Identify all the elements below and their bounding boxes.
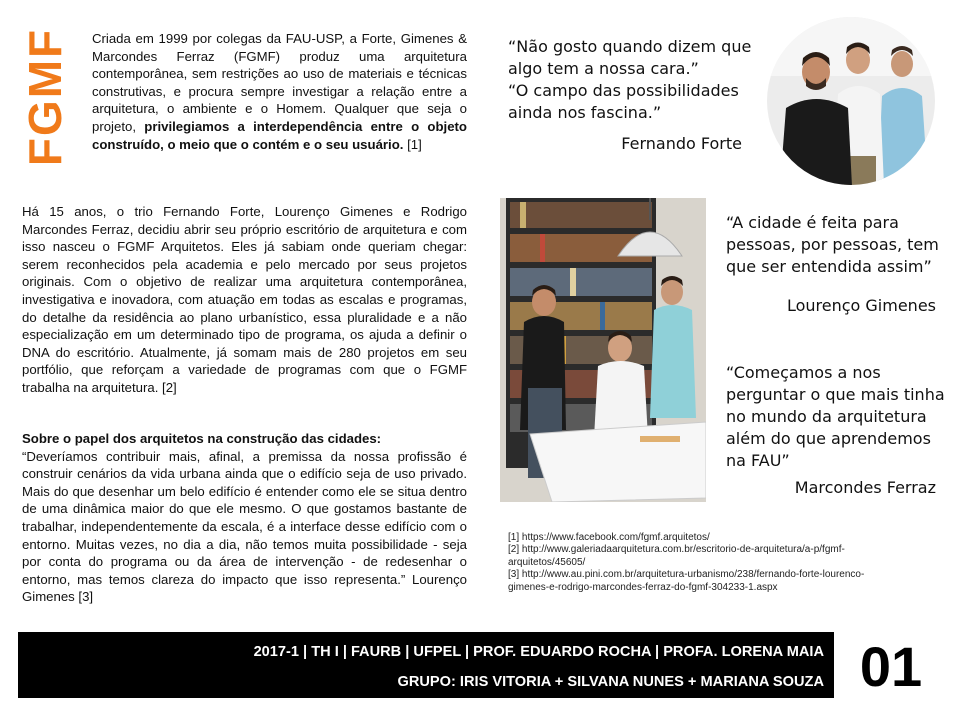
reference-line: [2] http://www.galeriadaarquitetura.com.br/escritorio-de-arquitetura/a-p/fgmf- <box>508 544 845 556</box>
quote-line: perguntar o que mais tinha <box>726 385 945 404</box>
intro-paragraph <box>92 30 467 153</box>
quote-line: no mundo da arquitetura <box>726 407 927 426</box>
role-section <box>22 430 467 606</box>
quote-line: ainda nos fascina.” <box>508 103 662 122</box>
intro-bold-text: privilegiamos a interdependência entre o objeto construído, o meio que o contém e o seu usuário. <box>92 118 467 152</box>
quote-line: “O campo das possibilidades <box>508 81 739 100</box>
page-number: 01 <box>859 635 923 698</box>
reference-line: arquitetos/45605/ <box>508 556 586 568</box>
role-title: Sobre o papel dos arquitetos na construção das cidades: <box>22 431 382 446</box>
reference-line: [3] http://www.au.pini.com.br/arquitetura-urbanismo/238/fernando-forte-lourenco- <box>508 569 865 581</box>
quote-line: “Não gosto quando dizem que <box>508 37 752 56</box>
quote-line: pessoas, por pessoas, tem <box>726 235 939 254</box>
founders-portrait-photo <box>766 16 936 186</box>
history-paragraph: Há 15 anos, o trio Fernando Forte, Lourenço Gimenes e Rodrigo Marcondes Ferraz, decidiu abrir seu próprio escritório de arquitetura e com isso nasceu o FGMF Arquitetos. Eles já sabiam onde queriam chegar: serem reconhecidos pela academia e pelo mercado por seus projetos originais. Com o objetivo de realizar uma arquitetura contemporânea, investigativa e inovadora, com atuação em todas as escalas e programas, do detalhe da residência ao plano urbanístico, essa pluralidade e a não especialização em um determinado tipo de programa, os ajuda a definir o DNA do escritório. Atualmente, já somam mais de 280 projetos em seu portfólio, que reforçam a variedade de programas com que o FGMF trabalha na arquitetura. [2] <box>22 204 467 395</box>
office-group-photo <box>500 198 706 502</box>
quote-author-fernando: Fernando Forte <box>621 134 742 153</box>
quote-line: algo tem a nossa cara.” <box>508 59 699 78</box>
quote-lourenco <box>726 212 946 278</box>
reference-line: gimenes-e-rodrigo-marcondes-ferraz-do-fgmf-304233-1.aspx <box>508 581 778 593</box>
quote-line: que ser entendida assim” <box>726 257 932 276</box>
references-list <box>508 532 918 594</box>
footer-course-line: 2017-1 | TH I | FAURB | UFPEL | PROF. EDUARDO ROCHA | PROFA. LORENA MAIA <box>253 644 824 660</box>
quote-marcondes <box>726 362 946 472</box>
quote-author-lourenco: Lourenço Gimenes <box>786 296 936 315</box>
footer-bar <box>18 632 834 698</box>
logo-text: FGMF <box>19 27 71 167</box>
quote-line: “Começamos a nos <box>726 363 881 382</box>
role-text: “Deveríamos contribuir mais, afinal, a premissa da nossa profissão é construir cenários da vida urbana ainda que o edifício seja de uso privado. Mais do que desenhar um belo edifício é entender como ele se situa dentro de uma dinâmica maior do que ele mesmo. O que gostamos bastante de trabalhar, independentemente da escala, é a interface desse edifício com o entorno. Muitas vezes, no dia a dia, não temos muita possibilidade - seja por conta do programa ou da área de intervenção - de redesenhar o entorno, mas temos clareza do impacto que isso representa.” Lourenço Gimenes [3] <box>22 448 467 605</box>
fgmf-logo <box>19 22 71 172</box>
quote-author-marcondes: Marcondes Ferraz <box>794 478 936 497</box>
quote-fernando <box>508 36 758 124</box>
reference-line: [1] https://www.facebook.com/fgmf.arquitetos/ <box>508 532 710 543</box>
quote-line: “A cidade é feita para <box>726 213 899 232</box>
quote-line: além do que aprendemos <box>726 429 931 448</box>
footer-group-line: GRUPO: IRIS VITORIA + SILVANA NUNES + MARIANA SOUZA <box>397 674 824 690</box>
quote-line: na FAU” <box>726 451 790 470</box>
intro-text: Criada em 1999 por colegas da FAU-USP, a Forte, Gimenes & Marcondes Ferraz (FGMF) produz uma arquitetura contemporânea, sem restrições ao uso de materiais e técnicas construtivas, e procura sempre investigar a relação entre a arquitetura, o ambiente e o Homem. Qualquer que seja o projeto, <box>92 31 467 134</box>
intro-ref: [1] <box>403 136 422 152</box>
